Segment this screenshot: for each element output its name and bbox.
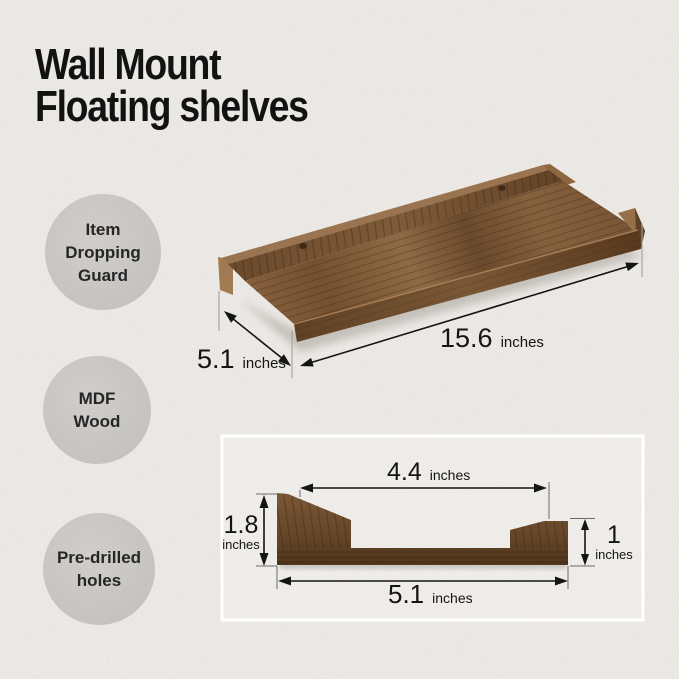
back-lip-value: 1.8 <box>223 511 259 539</box>
dimension-label-back-lip-height <box>214 512 268 552</box>
depth-unit: inches <box>242 355 286 372</box>
cross-section-base-grain <box>277 548 568 565</box>
feature-text: Guard <box>77 265 129 285</box>
feature-text: Item <box>85 219 121 239</box>
dimension-label-opening <box>387 458 470 487</box>
feature-text: holes <box>76 571 122 590</box>
total-depth-unit: inches <box>432 590 473 606</box>
dimension-label-total-depth <box>388 579 473 610</box>
screw-hole <box>498 185 505 191</box>
dimension-label-length <box>440 323 544 354</box>
screw-hole <box>299 243 307 249</box>
depth-value: 5.1 <box>197 344 235 374</box>
front-lip-value: 1 <box>607 521 621 549</box>
total-depth-value: 5.1 <box>388 579 425 609</box>
length-unit: inches <box>500 334 544 351</box>
dimension-label-depth <box>197 344 286 375</box>
front-lip-unit: inches <box>595 547 633 562</box>
feature-text: Pre-drilled <box>56 548 142 567</box>
feature-text: Dropping <box>65 242 141 262</box>
feature-text: MDF <box>78 389 116 408</box>
page-title-line1: Wall Mount <box>35 40 221 89</box>
opening-value: 4.4 <box>387 458 422 486</box>
feature-text: Wood <box>73 412 121 431</box>
page-title-line2: Floating shelves <box>35 82 308 131</box>
back-lip-unit: inches <box>222 537 260 552</box>
length-value: 15.6 <box>440 323 493 353</box>
opening-unit: inches <box>429 467 471 483</box>
dimension-label-front-lip-height <box>589 522 639 562</box>
